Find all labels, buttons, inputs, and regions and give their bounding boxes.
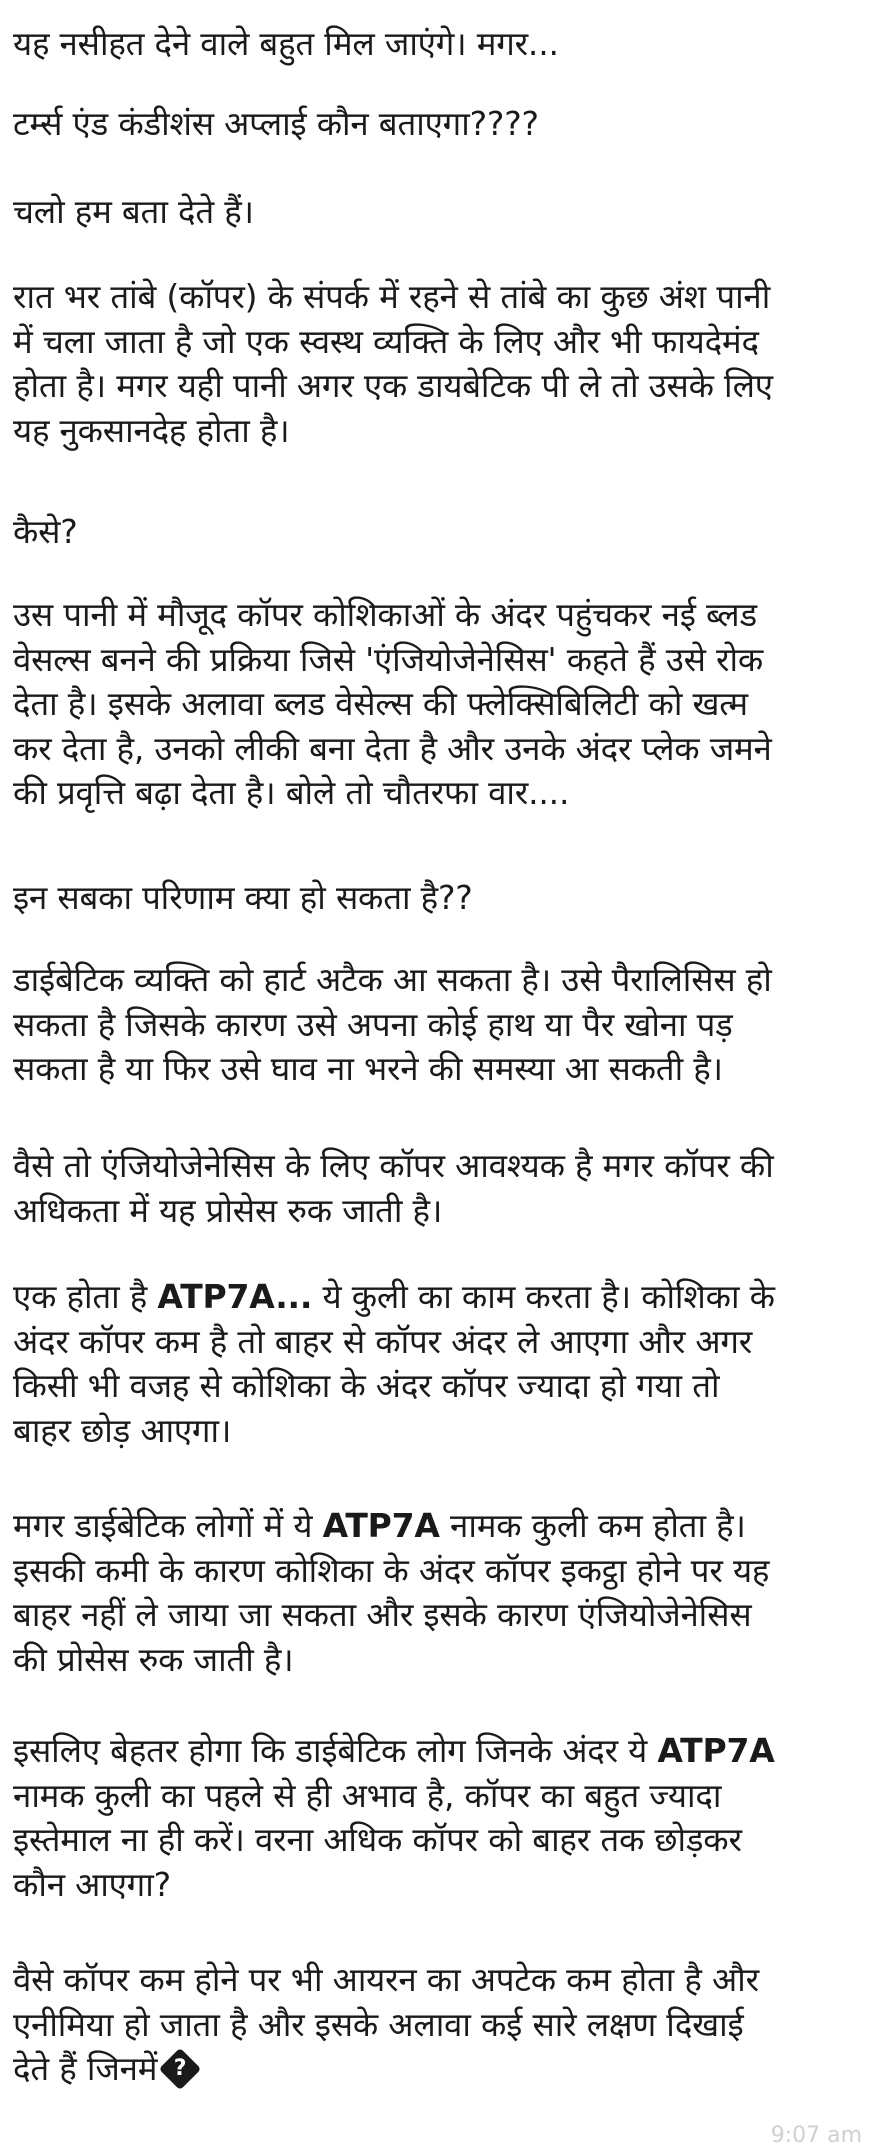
paragraph-6: उस पानी में मौजूद कॉपर कोशिकाओं के अंदर पहुंचकर नई ब्लड वेसल्स बनने की प्रक्रिया जिसे 'एंजियोजेनेसिस' कहते हैं उसे रोक देता है। इसके अलावा ब्लड वेसेल्स की फ्लेक्सिबिलिटी को खत्म कर देता है, उनको लीकी बना देता है और उनके अंदर प्लेक जमने की प्रवृत्ति बढ़ा देता है। बोले तो चौतरफा वार.... bbox=[13, 595, 772, 812]
paragraph-1: यह नसीहत देने वाले बहुत मिल जाएंगे। मगर... bbox=[13, 24, 559, 63]
timestamp: 9:07 am bbox=[770, 2123, 862, 2148]
atp7a-term: ATP7A bbox=[657, 1731, 775, 1770]
paragraph-3: चलो हम बता देते हैं। bbox=[13, 192, 254, 231]
paragraph-13-text: वैसे कॉपर कम होने पर भी आयरन का अपटेक कम होता है और एनीमिया हो जाता है और इसके अलावा कई सारे लक्षण दिखाई देते हैं जिनमें bbox=[13, 1960, 759, 2088]
paragraph-11-start: मगर डाईबेटिक लोगों में ये bbox=[13, 1506, 323, 1545]
missing-glyph-icon bbox=[159, 2048, 201, 2090]
paragraph-9: वैसे तो एंजियोजेनेसिस के लिए कॉपर आवश्यक है मगर कॉपर की अधिकता में यह प्रोसेस रुक जाती है। bbox=[13, 1146, 774, 1230]
atp7a-term: ATP7A... bbox=[157, 1277, 313, 1316]
paragraph-10-rest: ये कुली का काम करता है। कोशिका के अंदर कॉपर कम है तो बाहर से कॉपर अंदर ले आएगा और अगर किसी भी वजह से कोशिका के अंदर कॉपर ज्यादा हो गया तो बाहर छोड़ आएगा। bbox=[13, 1277, 775, 1450]
paragraph-13 bbox=[13, 1958, 759, 2092]
paragraph-2: टर्म्स एंड कंडीशंस अप्लाई कौन बताएगा???? bbox=[13, 104, 539, 143]
paragraph-12 bbox=[13, 1729, 775, 1907]
paragraph-4: रात भर तांबे (कॉपर) के संपर्क में रहने से तांबे का कुछ अंश पानी में चला जाता है जो एक स्वस्थ व्यक्ति के लिए और भी फायदेमंद होता है। मगर यही पानी अगर एक डायबेटिक पी ले तो उसके लिए यह नुकसानदेह होता है। bbox=[13, 277, 773, 450]
paragraph-11 bbox=[13, 1504, 769, 1682]
paragraph-10-start: एक होता है bbox=[13, 1277, 158, 1316]
paragraph-7: इन सबका परिणाम क्या हो सकता है?? bbox=[13, 878, 473, 917]
paragraph-11-rest: नामक कुली कम होता है। इसकी कमी के कारण कोशिका के अंदर कॉपर इकट्ठा होने पर यह बाहर नहीं ले जाया जा सकता और इसके कारण एंजियोजेनेसिस की प्रोसेस रुक जाती है। bbox=[13, 1506, 770, 1679]
paragraph-12-rest: नामक कुली का पहले से ही अभाव है, कॉपर का बहुत ज्यादा इस्तेमाल ना ही करें। वरना अधिक कॉपर को बाहर तक छोड़कर कौन आएगा? bbox=[13, 1775, 742, 1904]
atp7a-term: ATP7A bbox=[322, 1506, 440, 1545]
paragraph-5: कैसे? bbox=[13, 512, 78, 551]
missing-glyph-mark: ? bbox=[174, 2056, 187, 2081]
paragraph-10 bbox=[13, 1275, 775, 1453]
paragraph-8: डाईबेटिक व्यक्ति को हार्ट अटैक आ सकता है। उसे पैरालिसिस हो सकता है जिसके कारण उसे अपना कोई हाथ या पैर खोना पड़ सकता है या फिर उसे घाव ना भरने की समस्या आ सकती है। bbox=[13, 960, 772, 1088]
paragraph-12-start: इसलिए बेहतर होगा कि डाईबेटिक लोग जिनके अंदर ये bbox=[13, 1731, 658, 1770]
